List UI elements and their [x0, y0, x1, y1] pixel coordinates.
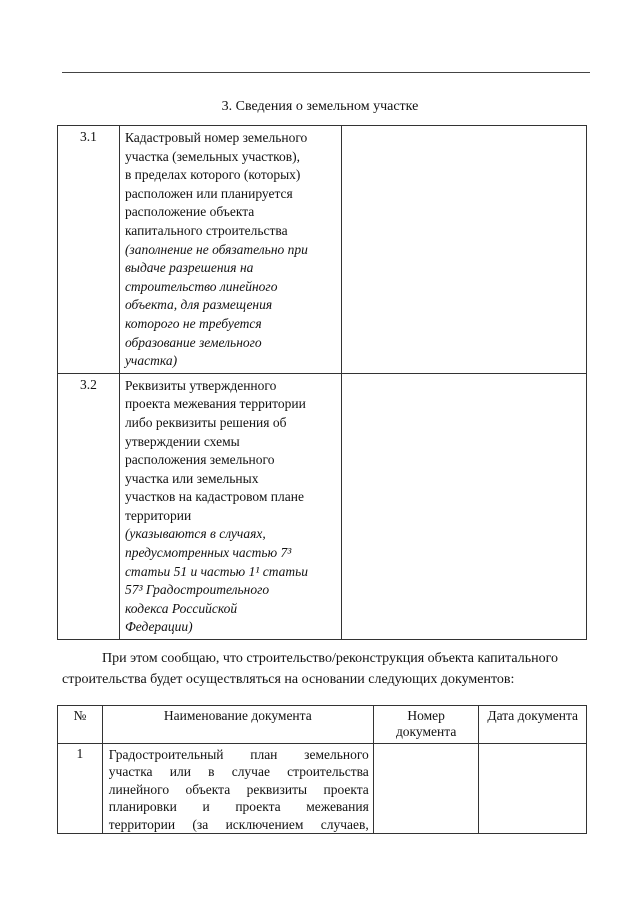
- desc-line: капитального строительства: [124, 222, 288, 238]
- row-number: 1: [58, 744, 103, 834]
- row-number: 3.1: [58, 126, 120, 374]
- document-number-field[interactable]: [373, 744, 479, 834]
- value-field[interactable]: [341, 126, 586, 374]
- name-line: линейного объекта реквизиты проекта: [108, 781, 369, 797]
- desc-line: расположение объекта: [124, 204, 255, 220]
- desc-line: участка или земельных: [124, 470, 259, 486]
- row-number: 3.2: [58, 373, 120, 639]
- desc-line: участка (земельных участков),: [124, 148, 301, 164]
- name-line: планировки и проекта межевания: [108, 799, 369, 815]
- desc-line: участков на кадастровом плане: [124, 489, 304, 505]
- paragraph-text: При этом сообщаю, что строительство/реконструкция объекта капитального: [102, 651, 559, 666]
- note-line: участка): [124, 353, 178, 369]
- document-date-field[interactable]: [479, 744, 587, 834]
- desc-line: утверждении схемы: [124, 433, 240, 449]
- documents-table: [57, 705, 587, 834]
- table-row: [58, 744, 587, 834]
- table-header-row: [58, 706, 587, 744]
- header-rule: [62, 72, 590, 73]
- document-name-cell: [102, 744, 373, 834]
- name-line: Градостроительный план земельного: [108, 747, 369, 762]
- note-line: образование земельного: [124, 334, 262, 350]
- section-title: 3. Сведения о земельном участке: [221, 99, 419, 114]
- note-line: строительство линейного: [124, 278, 278, 294]
- column-header-document-number: Номер документа: [373, 706, 479, 744]
- desc-line: либо реквизиты решения об: [124, 414, 287, 430]
- land-info-table: [57, 125, 587, 640]
- name-line: территории (за исключением случаев,: [108, 816, 369, 832]
- value-field[interactable]: [341, 373, 586, 639]
- note-line: объекта, для размещения: [124, 297, 273, 313]
- desc-line: Реквизиты утвержденного: [124, 377, 277, 393]
- note-line: которого не требуется: [124, 315, 262, 331]
- table-row: [58, 373, 587, 639]
- note-line: Федерации): [124, 619, 193, 635]
- paragraph-line: [62, 648, 594, 669]
- desc-line: расположен или планируется: [124, 185, 293, 201]
- desc-line: Кадастровый номер земельного: [124, 130, 308, 145]
- note-line: статьи 51 и частью 1¹ статьи: [124, 563, 309, 579]
- table-row: [58, 126, 587, 374]
- note-line: предусмотренных частью 7³: [124, 545, 292, 561]
- desc-line: расположения земельного: [124, 452, 275, 468]
- desc-line: в пределах которого (которых): [124, 167, 301, 183]
- note-line: 57³ Градостроительного: [124, 582, 270, 598]
- column-header-document-name: Наименование документа: [102, 706, 373, 744]
- note-line: кодекса Российской: [124, 600, 238, 616]
- desc-line: проекта межевания территории: [124, 396, 306, 412]
- name-line: участка или в случае строительства: [108, 764, 369, 780]
- paragraph-line: строительства будет осуществляться на основании следующих документов:: [62, 672, 515, 687]
- desc-line: территории: [124, 507, 192, 523]
- column-header-number-sign: №: [58, 706, 103, 744]
- intro-paragraph: [62, 648, 594, 690]
- note-line: (указываются в случаях,: [124, 526, 266, 542]
- note-line: выдаче разрешения на: [124, 260, 254, 276]
- row-description: [119, 373, 341, 639]
- row-description: [119, 126, 341, 374]
- column-header-document-date: Дата документа: [479, 706, 587, 744]
- note-line: (заполнение не обязательно при: [124, 241, 308, 257]
